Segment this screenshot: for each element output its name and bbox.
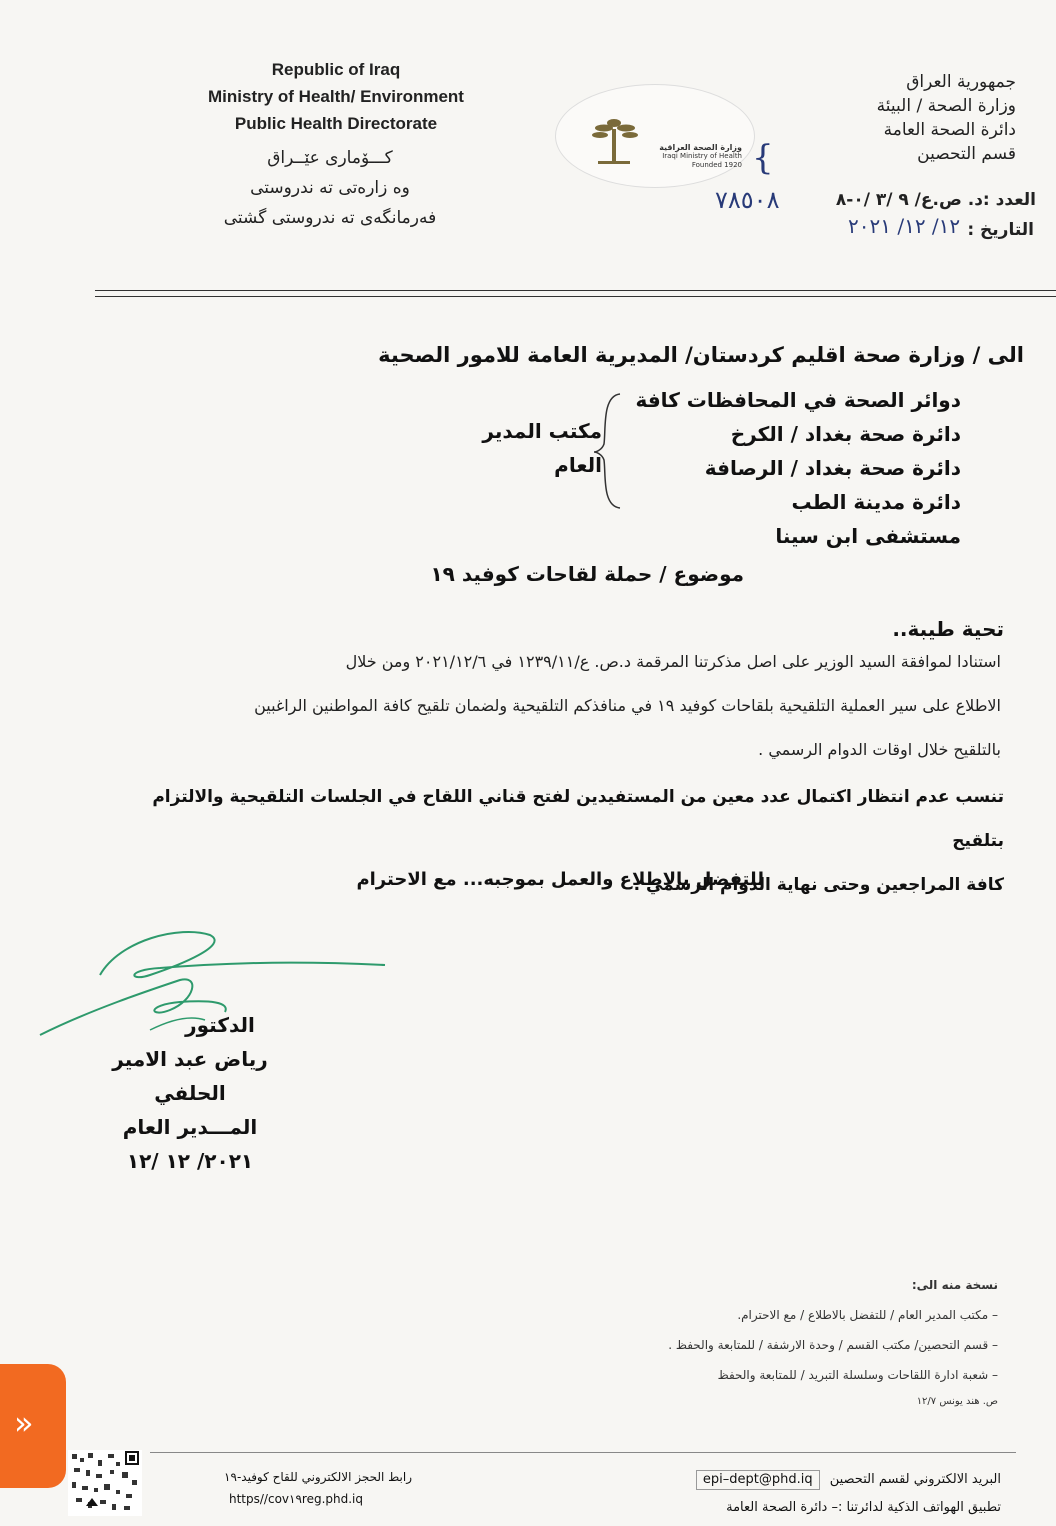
header-ku-line: کـــۆماری عێــراق bbox=[267, 148, 393, 168]
header-en-line: Public Health Directorate bbox=[234, 114, 438, 133]
logo-caption bbox=[642, 143, 742, 170]
header-divider bbox=[95, 290, 1056, 291]
english-header bbox=[180, 56, 492, 137]
body-line: بالتلقيح خلال اوقات الدوام الرسمي . bbox=[758, 740, 1001, 759]
handwritten-mark: { bbox=[752, 138, 774, 178]
header-divider bbox=[95, 296, 1056, 297]
recipient-item: دائرة مدينة الطب bbox=[791, 490, 961, 514]
logo-caption-ar: وزارة الصحة العراقية bbox=[659, 143, 742, 152]
recipient-item: دوائر الصحة في المحافظات كافة bbox=[635, 388, 961, 412]
booking-label: رابط الحجز الالكتروني للقاح كوفيد-١٩ bbox=[224, 1470, 412, 1484]
footer-booking bbox=[180, 1466, 412, 1510]
recipient-office: مكتب المدير العام bbox=[482, 419, 602, 477]
copies-item: – مكتب المدير العام / للتفضل بالاطلاع / مع الاحترام. bbox=[737, 1308, 998, 1322]
signer-position: المـــدير العام bbox=[122, 1115, 258, 1139]
side-tab[interactable] bbox=[0, 1364, 66, 1488]
palm-tree-icon bbox=[556, 85, 754, 187]
body-line: استنادا لموافقة السيد الوزير على اصل مذكرتنا المرقمة د.ص. ع/١٢٣٩/١١ في ٢٠٢١/١٢/٦ ومن خلال bbox=[345, 652, 1001, 671]
arabic-header bbox=[756, 70, 1016, 166]
header-ar-line: دائرة الصحة العامة bbox=[883, 120, 1016, 140]
recipient-item: دائرة صحة بغداد / الرصافة bbox=[704, 456, 961, 480]
signature-date: ٢٠٢١/ ١٢ /١٢ bbox=[126, 1149, 254, 1173]
closing: للتفضل بالاطلاع والعمل بموجبه... مع الاحترام bbox=[356, 869, 764, 890]
header-ku-line: وه زارەتی ته ندروستی bbox=[250, 178, 410, 198]
instruction-line: كافة المراجعين وحتى نهاية الدوام الرسمي . bbox=[633, 875, 1004, 895]
email-label: البريد الالكتروني لقسم التحصين bbox=[829, 1472, 1001, 1487]
signer-title: الدكتور bbox=[185, 1013, 255, 1037]
app-label: تطبيق الهواتف الذكية لدائرتنا :– دائرة الصحة العامة bbox=[726, 1500, 1001, 1515]
email-address[interactable]: epi–dept@phd.iq bbox=[696, 1470, 820, 1490]
recipient-item: دائرة صحة بغداد / الكرخ bbox=[730, 422, 961, 446]
footer-contact bbox=[601, 1466, 1001, 1522]
header-ku-line: فەرمانگەی ته ندروستی گشتی bbox=[223, 208, 437, 228]
signature-block bbox=[80, 1008, 300, 1178]
footer-email-row bbox=[601, 1466, 1001, 1494]
date-label: التاريخ : bbox=[967, 220, 1034, 240]
copies-item: – شعبة ادارة اللقاحات وسلسلة التبريد / للمتابعة والحفظ bbox=[717, 1368, 998, 1382]
header-ar-line: قسم التحصين bbox=[917, 144, 1016, 164]
recipient-list bbox=[621, 383, 961, 553]
copies-header: نسخة منه الى: bbox=[911, 1278, 998, 1292]
ministry-logo bbox=[555, 84, 755, 188]
recipient-to: الى / وزارة صحة اقليم كردستان/ المديرية العامة للامور الصحية bbox=[378, 343, 1024, 367]
kurdish-header bbox=[160, 143, 500, 233]
copies-section bbox=[498, 1270, 998, 1414]
number-handwritten: ٧٨٥٠٨ bbox=[715, 186, 780, 214]
header-ar-line: جمهورية العراق bbox=[906, 72, 1016, 92]
copies-initials: ص. هند يونس ١٢/٧ bbox=[916, 1396, 998, 1407]
double-chevron-right-icon: » bbox=[14, 1404, 34, 1442]
subject: موضوع / حملة لقاحات كوفيد ١٩ bbox=[430, 562, 744, 586]
header-en-line: Ministry of Health/ Environment bbox=[208, 87, 464, 106]
qr-code-icon bbox=[68, 1450, 142, 1516]
greeting: تحية طيبة.. bbox=[892, 617, 1004, 641]
number-label: العدد :د. ص.ع/ ٩ /٣ /٠-٨ bbox=[835, 190, 1036, 210]
instruction-line: تنسب عدم انتظار اكتمال عدد معين من المستفيدين لفتح قناني اللقاح في الجلسات التلقيحية والالتزام بتلقيح bbox=[152, 787, 1004, 851]
footer-divider bbox=[150, 1452, 1016, 1453]
date-handwritten: ١٢/ ١٢/ ٢٠٢١ bbox=[848, 214, 961, 238]
logo-caption-year: Founded 1920 bbox=[691, 161, 742, 169]
copies-item: – قسم التحصين/ مكتب القسم / وحدة الارشفة / للمتابعة والحفظ . bbox=[668, 1338, 998, 1352]
signer-name: رياض عبد الامير الحلفي bbox=[112, 1047, 268, 1105]
body-paragraph bbox=[81, 640, 1001, 772]
recipient-item: مستشفى ابن سينا bbox=[775, 524, 961, 548]
header-ar-line: وزارة الصحة / البيئة bbox=[876, 96, 1016, 116]
logo-caption-en: Iraqi Ministry of Health bbox=[662, 152, 742, 160]
header-en-line: Republic of Iraq bbox=[271, 60, 401, 79]
booking-url[interactable]: https//cov١٩reg.phd.iq bbox=[229, 1492, 363, 1506]
body-line: الاطلاع على سير العملية التلقيحية بلقاحات كوفيد ١٩ في منافذكم التلقيحية ولضمان تلقيح كافة المواطنين الراغبين bbox=[254, 696, 1001, 715]
